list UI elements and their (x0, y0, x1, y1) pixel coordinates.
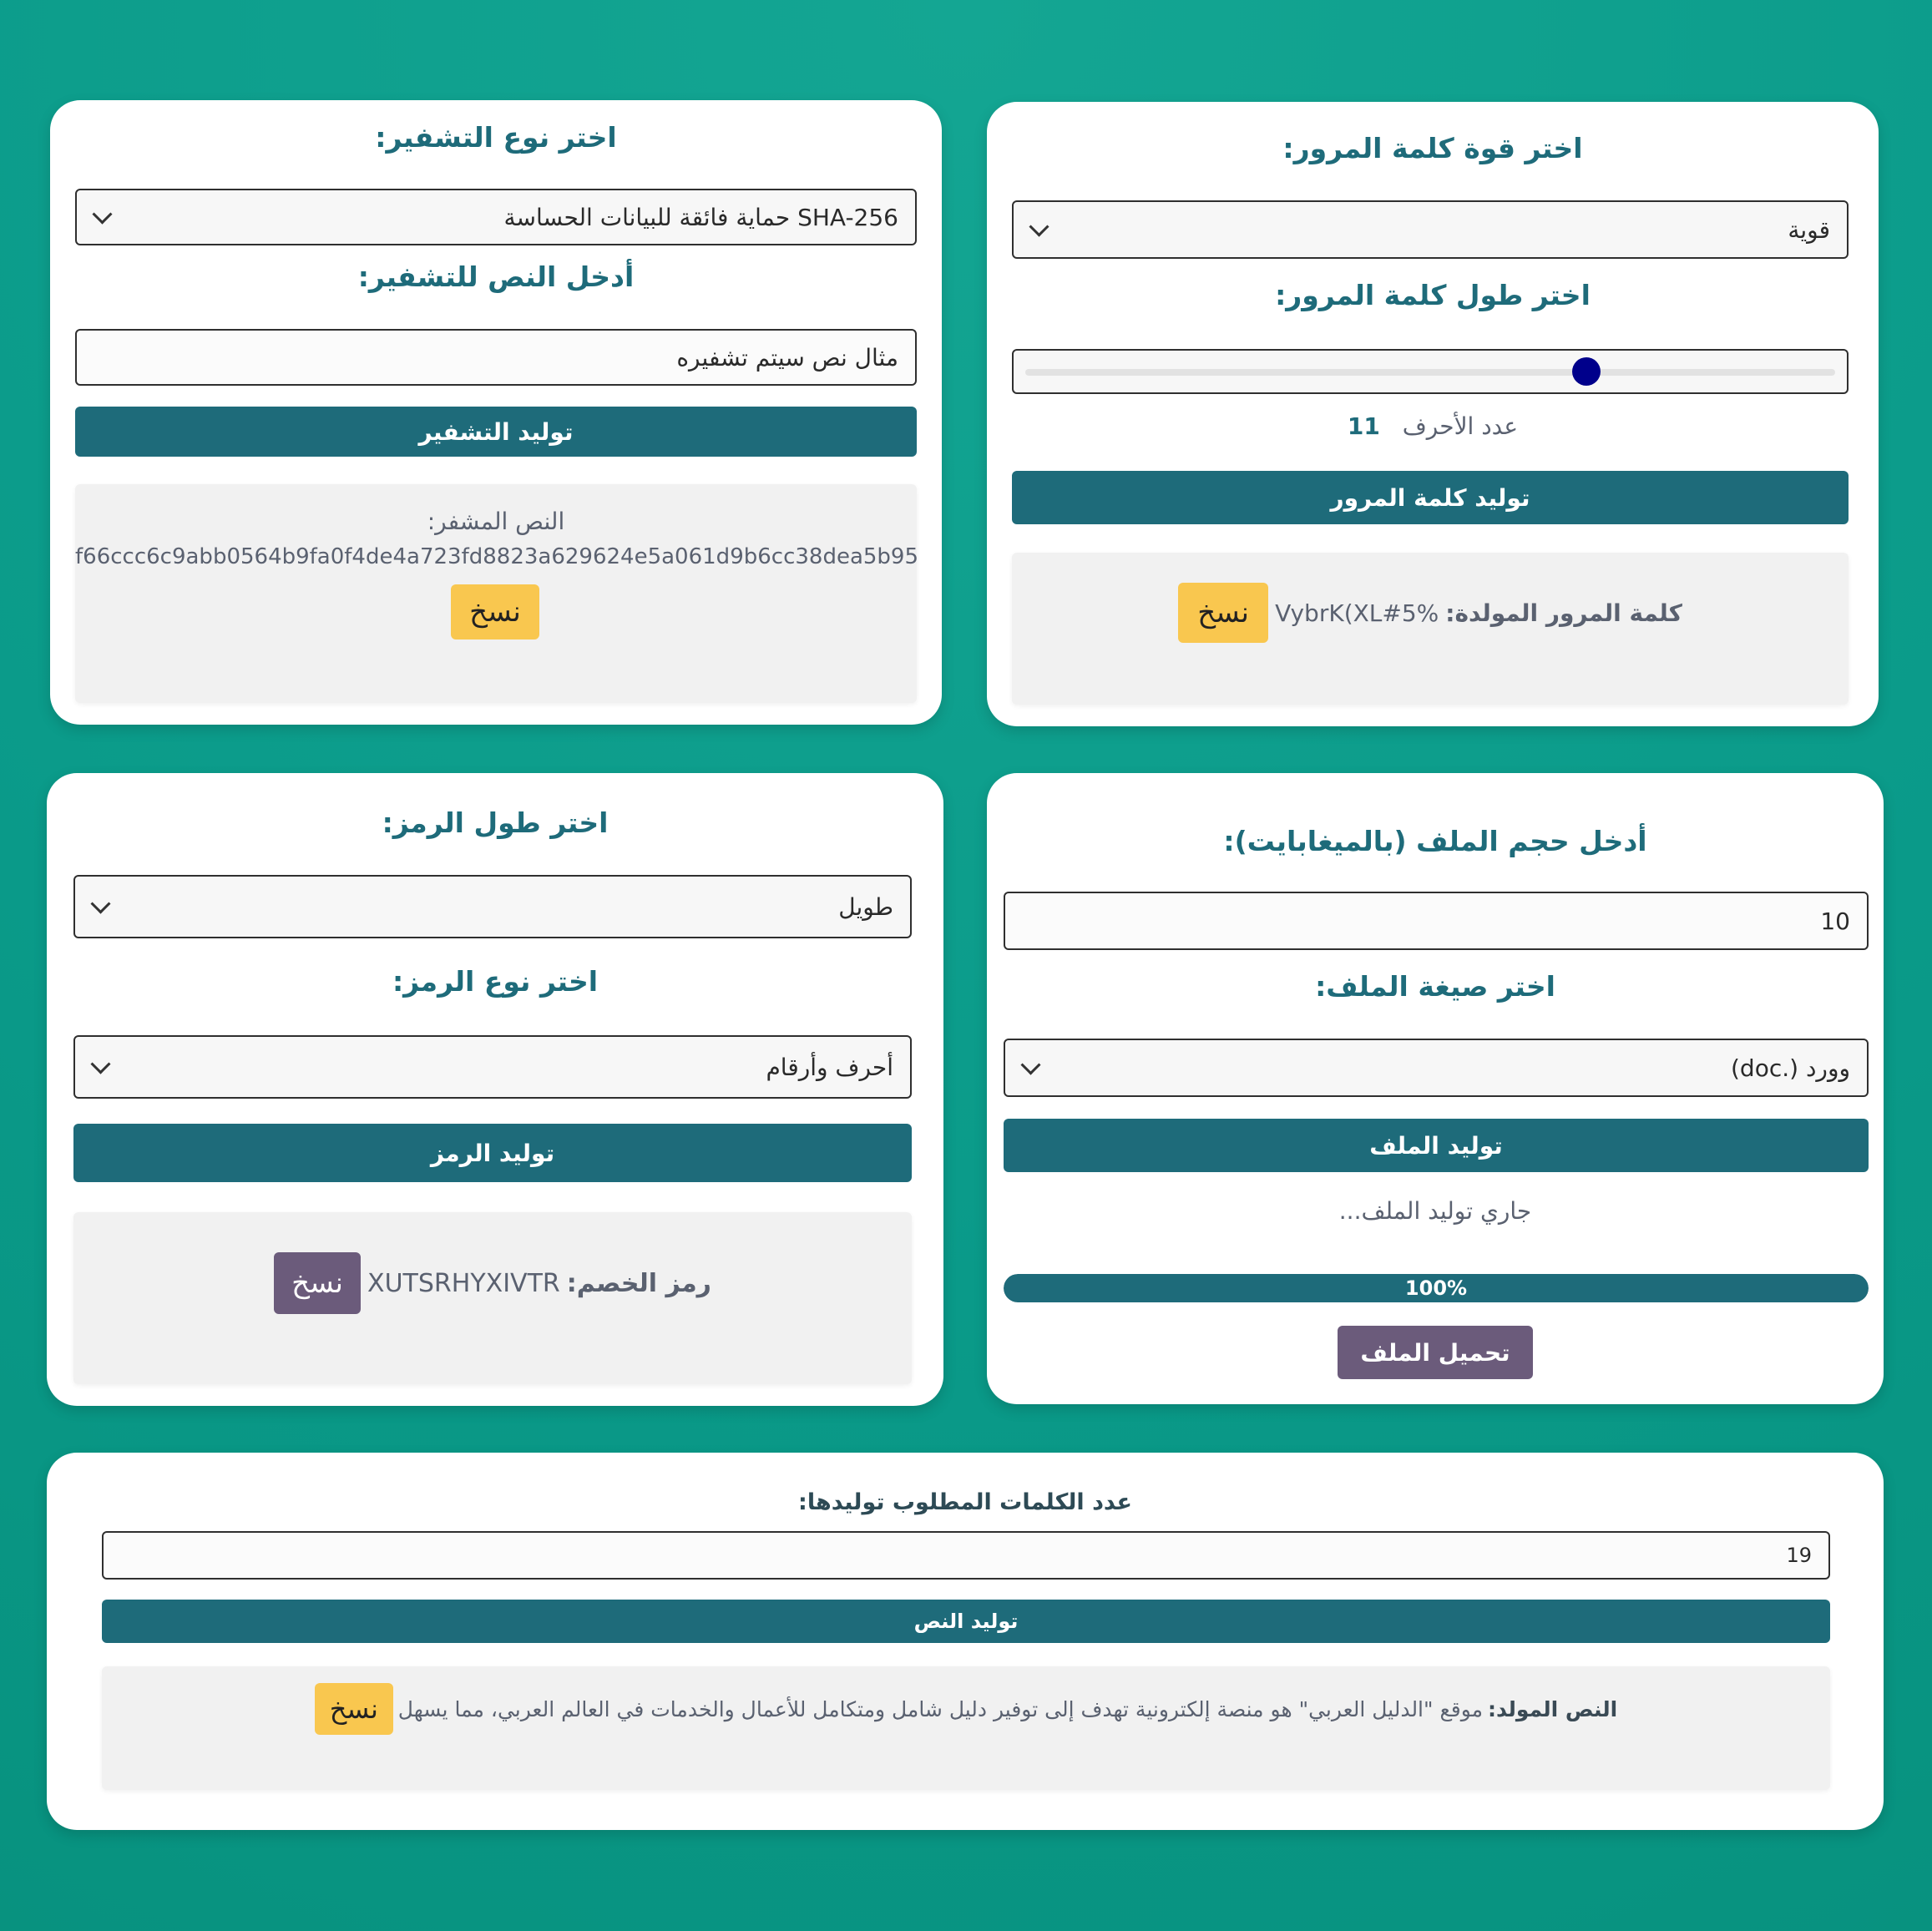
word-count-label: عدد الكلمات المطلوب توليدها: (798, 1489, 1132, 1515)
file-size-input[interactable] (1004, 892, 1869, 950)
download-file-button[interactable]: تحميل الملف (1338, 1326, 1533, 1379)
code-result-value: XUTSRHYXIVTR (367, 1268, 560, 1298)
encryption-type-label: اختر نوع التشفير: (375, 121, 617, 154)
code-result-row (73, 1252, 912, 1314)
code-type-select[interactable] (73, 1035, 912, 1099)
password-length-label: اختر طول كلمة المرور: (1275, 279, 1591, 311)
password-strength-label: اختر قوة كلمة المرور: (1282, 132, 1583, 164)
code-length-value: طويل (838, 892, 893, 921)
file-format-select[interactable] (1004, 1039, 1869, 1097)
generate-encryption-button[interactable]: توليد التشفير (75, 407, 917, 457)
chevron-down-icon (1029, 217, 1049, 237)
copy-text-button[interactable]: نسخ (315, 1683, 393, 1735)
text-result-box (102, 1666, 1830, 1790)
file-format-value: وورد (.doc) (1730, 1054, 1850, 1082)
code-result-box (73, 1212, 912, 1384)
copy-password-button[interactable]: نسخ (1178, 583, 1268, 643)
password-result-row (1012, 583, 1849, 643)
slider-thumb[interactable] (1572, 357, 1601, 386)
password-length-slider[interactable] (1012, 349, 1849, 394)
file-size-value: 10 (1820, 907, 1850, 935)
file-card (987, 773, 1884, 1404)
encryption-type-select[interactable] (75, 189, 917, 245)
password-length-readout (987, 412, 1879, 440)
code-type-value: أحرف وأرقام (766, 1053, 893, 1081)
password-strength-value: قوية (1788, 215, 1830, 244)
password-result-value: VybrK(XL#5% (1275, 599, 1439, 627)
text-result-value: موقع "الدليل العربي" هو منصة إلكترونية تهدف إلى توفير دليل شامل ومتكامل للأعمال والخدمات في العالم العربي، مما يسهل (397, 1696, 1484, 1721)
text-generator-card (47, 1453, 1884, 1830)
encryption-result-value: f66ccc6c9abb0564b9fa0f4de4a723fd8823a629624e5a061d9b6cc38dea5b95 (75, 544, 919, 569)
slider-track (1025, 369, 1835, 376)
password-result-box (1012, 553, 1849, 705)
copy-encryption-button[interactable]: نسخ (451, 584, 539, 639)
text-result-label: النص المولد: (1488, 1696, 1618, 1721)
password-strength-select[interactable] (1012, 200, 1849, 259)
file-format-label: اختر صيغة الملف: (1315, 970, 1555, 1003)
encryption-result-label: النص المشفر: (427, 508, 565, 535)
generate-text-button[interactable]: توليد النص (102, 1600, 1830, 1643)
password-result-label: كلمة المرور المولدة: (1445, 599, 1682, 627)
chars-label: عدد الأحرف (1402, 412, 1519, 440)
password-card (987, 102, 1879, 726)
chevron-down-icon (92, 205, 112, 225)
code-card (47, 773, 943, 1406)
encryption-card (50, 100, 942, 725)
copy-code-button[interactable]: نسخ (274, 1252, 361, 1314)
generate-password-button[interactable]: توليد كلمة المرور (1012, 471, 1849, 524)
word-count-value: 19 (1786, 1544, 1812, 1567)
encryption-text-value: مثال نص سيتم تشفيره (676, 343, 898, 372)
encryption-text-input[interactable] (75, 329, 917, 386)
chevron-down-icon (90, 894, 110, 914)
file-size-label: أدخل حجم الملف (بالميغابايت): (1223, 825, 1647, 857)
chars-count: 11 (1347, 412, 1380, 440)
text-result-row (102, 1683, 1830, 1735)
encryption-type-value: SHA-256 حماية فائقة للبيانات الحساسة (503, 203, 898, 231)
generate-file-button[interactable]: توليد الملف (1004, 1119, 1869, 1172)
encryption-text-label: أدخل النص للتشفير: (357, 260, 635, 293)
code-type-label: اختر نوع الرمز: (392, 965, 599, 998)
progress-label: 100% (1404, 1276, 1468, 1300)
chevron-down-icon (1020, 1055, 1040, 1075)
code-length-label: اختر طول الرمز: (382, 806, 609, 839)
chevron-down-icon (90, 1054, 110, 1074)
word-count-input[interactable] (102, 1531, 1830, 1580)
code-length-select[interactable] (73, 875, 912, 938)
file-status-text: جاري توليد الملف... (1338, 1197, 1532, 1225)
file-progress-bar (1004, 1274, 1869, 1302)
encryption-result-box (75, 484, 917, 703)
generate-code-button[interactable]: توليد الرمز (73, 1124, 912, 1182)
code-result-label: رمز الخصم: (566, 1268, 711, 1298)
